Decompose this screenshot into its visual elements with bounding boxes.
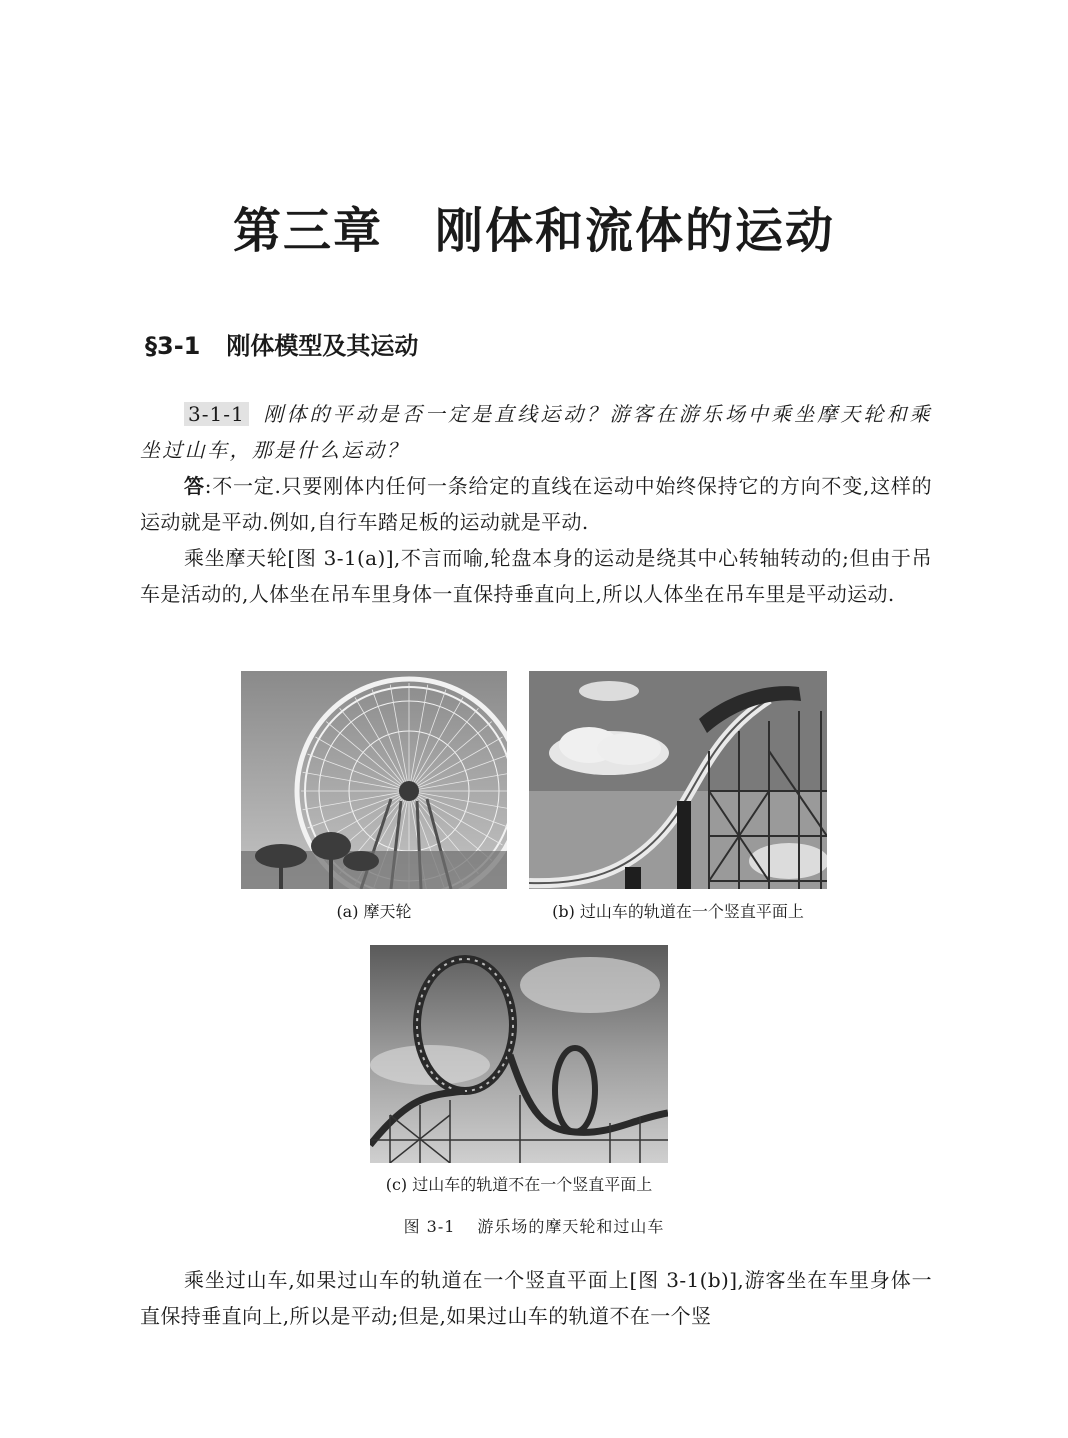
figure-title: 游乐场的摩天轮和过山车 xyxy=(477,1217,665,1236)
answer-label: 答 xyxy=(184,474,205,498)
subfigure-c-caption: (c) 过山车的轨道不在一个竖直平面上 xyxy=(385,1175,653,1194)
chapter-title xyxy=(0,192,1068,261)
section-heading xyxy=(145,326,418,361)
figure-number: 图 3-1 xyxy=(403,1217,456,1236)
roller-coaster-paragraph: 乘坐过山车,如果过山车的轨道在一个竖直平面上[图 3-1(b)],游客坐在车里身体一直保持垂直向上,所以是平动;但是,如果过山车的轨道不在一个竖 xyxy=(140,1268,932,1328)
figure-caption xyxy=(0,1214,1068,1237)
coaster-loops-image xyxy=(370,945,668,1163)
chapter-number: 第三章 xyxy=(232,203,383,259)
ferris-wheel-image xyxy=(241,671,507,889)
question-id: 3-1-1 xyxy=(184,402,249,426)
answer-text: :不一定.只要刚体内任何一条给定的直线在运动中始终保持它的方向不变,这样的运动就是平动.例如,自行车踏足板的运动就是平动. xyxy=(140,474,932,534)
chapter-name: 刚体和流体的运动 xyxy=(435,203,836,259)
subfigure-b-caption: (b) 过山车的轨道在一个竖直平面上 xyxy=(552,902,804,921)
section-number: §3-1 xyxy=(145,332,201,360)
section-name: 刚体模型及其运动 xyxy=(226,332,419,360)
ferris-wheel-paragraph: 乘坐摩天轮[图 3-1(a)],不言而喻,轮盘本身的运动是绕其中心转轴转动的;但由于吊车是活动的,人体坐在吊车里身体一直保持垂直向上,所以人体坐在吊车里是平动运动. xyxy=(140,546,932,606)
question-paragraph xyxy=(140,396,932,468)
answer-paragraph xyxy=(140,468,932,540)
subfigure-a-caption: (a) 摩天轮 xyxy=(336,902,412,921)
coaster-vertical-plane-image xyxy=(529,671,827,889)
question-text: 刚体的平动是否一定是直线运动？游客在游乐场中乘坐摩天轮和乘坐过山车，那是什么运动？ xyxy=(140,402,932,462)
